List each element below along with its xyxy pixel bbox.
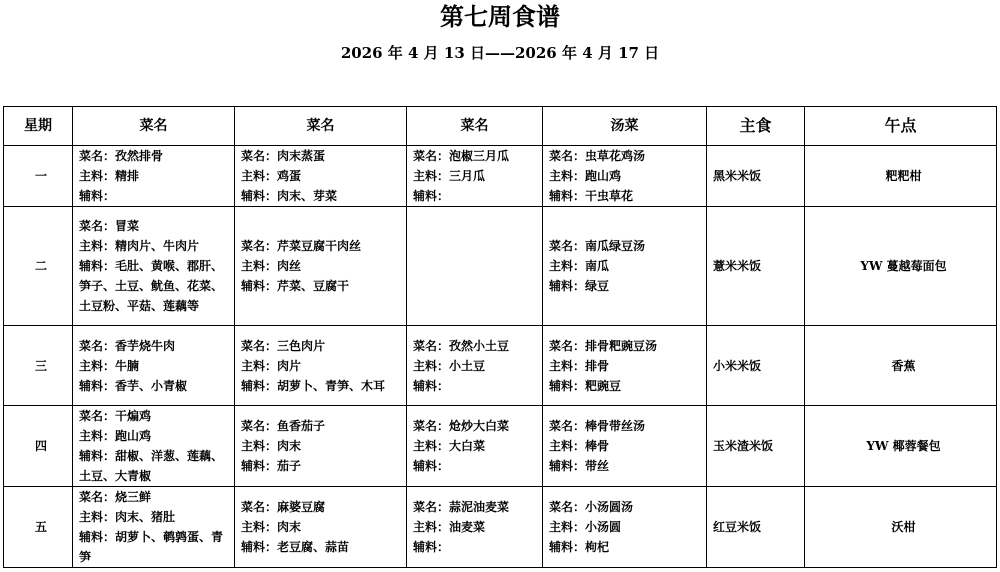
dish-name: 菜名：香芋烧牛肉 bbox=[79, 338, 176, 353]
dish-aux: 辅料：带丝 bbox=[549, 459, 610, 473]
staple-cell: 红豆米饭 bbox=[707, 487, 805, 568]
weekly-menu-table bbox=[3, 106, 997, 568]
dish-name: 菜名：蒜泥油麦菜 bbox=[413, 500, 510, 514]
dish2-cell bbox=[235, 487, 407, 568]
dish-aux: 辅料： bbox=[79, 189, 116, 203]
dish-name: 菜名：烧三鲜 bbox=[79, 490, 152, 504]
dish-main: 主料：牛腩 bbox=[79, 358, 140, 373]
dish-main: 主料：大白菜 bbox=[413, 439, 486, 453]
soup-cell bbox=[543, 207, 707, 326]
snack-cell: 香蕉 bbox=[805, 326, 997, 406]
dish3-cell bbox=[407, 146, 543, 207]
dish-main: 主料：肉片 bbox=[241, 358, 302, 373]
snack-cell: 沃柑 bbox=[805, 487, 997, 568]
dish-main: 主料：肉末、猪肚 bbox=[79, 510, 176, 524]
dish-main: 主料：鸡蛋 bbox=[241, 169, 302, 183]
dish-name: 菜名：干煸鸡 bbox=[79, 409, 152, 423]
dish-name: 菜名：冒菜 bbox=[79, 219, 140, 233]
dish-main: 主料：肉丝 bbox=[241, 259, 302, 273]
soup-cell bbox=[543, 326, 707, 406]
table-row bbox=[4, 487, 997, 568]
dish-aux: 辅料：甜椒、洋葱、莲藕、土豆、大青椒 bbox=[79, 449, 224, 483]
table-row bbox=[4, 326, 997, 406]
dish-aux: 辅料：绿豆 bbox=[549, 279, 610, 293]
dish-aux: 辅料：芹菜、豆腐干 bbox=[241, 279, 350, 293]
snack-cell: 粑粑柑 bbox=[805, 146, 997, 207]
dish-name: 菜名：鱼香茄子 bbox=[241, 419, 326, 433]
dish-aux: 辅料：香芋、小青椒 bbox=[79, 378, 188, 393]
staple-cell: 小米米饭 bbox=[707, 326, 805, 406]
header-dish1: 菜名 bbox=[73, 107, 235, 146]
soup-cell bbox=[543, 146, 707, 207]
soup-cell bbox=[543, 487, 707, 568]
dish-main: 主料：精排 bbox=[79, 169, 140, 183]
dish-name: 菜名：芹菜豆腐干肉丝 bbox=[241, 239, 362, 253]
dish-name: 菜名：孜然小土豆 bbox=[413, 338, 510, 353]
dish3-cell bbox=[407, 487, 543, 568]
day-cell: 一 bbox=[4, 146, 73, 207]
dish-aux: 辅料：茄子 bbox=[241, 459, 302, 473]
dish-main: 主料：精肉片、牛肉片 bbox=[79, 239, 200, 253]
dish-aux: 辅料： bbox=[413, 540, 450, 554]
header-dish3: 菜名 bbox=[407, 107, 543, 146]
dish1-cell bbox=[73, 487, 235, 568]
table-row bbox=[4, 207, 997, 326]
dish2-cell bbox=[235, 326, 407, 406]
dish-aux: 辅料： bbox=[413, 378, 450, 393]
dish-main: 主料：肉末 bbox=[241, 520, 302, 534]
dish-main: 主料：油麦菜 bbox=[413, 520, 486, 534]
staple-cell: 薏米米饭 bbox=[707, 207, 805, 326]
dish-aux: 辅料：毛肚、黄喉、郡肝、笋子、土豆、鱿鱼、花菜、土豆粉、平菇、莲藕等 bbox=[79, 259, 224, 313]
dish2-cell bbox=[235, 146, 407, 207]
header-staple: 主食 bbox=[707, 107, 805, 146]
staple-cell: 玉米渣米饭 bbox=[707, 406, 805, 487]
dish-main: 主料：排骨 bbox=[549, 358, 610, 373]
page-title: 第七周食谱 bbox=[440, 2, 560, 31]
dish1-cell bbox=[73, 146, 235, 207]
dish1-cell bbox=[73, 406, 235, 487]
dish-aux: 辅料：枸杞 bbox=[549, 540, 610, 554]
dish3-cell bbox=[407, 326, 543, 406]
header-dish2: 菜名 bbox=[235, 107, 407, 146]
header-snack: 午点 bbox=[805, 107, 997, 146]
dish-aux: 辅料： bbox=[413, 189, 450, 203]
header-row bbox=[4, 107, 997, 146]
dish-main: 主料：跑山鸡 bbox=[79, 429, 152, 443]
dish2-cell bbox=[235, 406, 407, 487]
dish-name: 菜名：小汤圆汤 bbox=[549, 500, 634, 514]
dish-name: 菜名：炝炒大白菜 bbox=[413, 419, 510, 433]
staple-cell: 黑米米饭 bbox=[707, 146, 805, 207]
snack-cell: YW 椰蓉餐包 bbox=[805, 406, 997, 487]
dish-main: 主料：肉末 bbox=[241, 439, 302, 453]
dish-main: 主料：三月瓜 bbox=[413, 169, 486, 183]
dish-main: 主料：小汤圆 bbox=[549, 520, 622, 534]
snack-cell: YW 蔓越莓面包 bbox=[805, 207, 997, 326]
dish-aux: 辅料：肉末、芽菜 bbox=[241, 189, 338, 203]
dish-aux: 辅料： bbox=[413, 459, 450, 473]
dish-name: 菜名：麻婆豆腐 bbox=[241, 500, 326, 514]
dish2-cell bbox=[235, 207, 407, 326]
dish-name: 菜名：棒骨带丝汤 bbox=[549, 419, 646, 433]
date-range: 2026 年 4 月 13 日——2026 年 4 月 17 日 bbox=[340, 44, 660, 62]
header-day: 星期 bbox=[4, 107, 73, 146]
dish-aux: 辅料：粑豌豆 bbox=[549, 378, 622, 393]
dish-aux: 辅料：干虫草花 bbox=[549, 189, 634, 203]
dish-name: 菜名：孜然排骨 bbox=[79, 149, 164, 163]
dish1-cell bbox=[73, 207, 235, 326]
dish-aux: 辅料：胡萝卜、青笋、木耳 bbox=[241, 378, 386, 393]
dish-main: 主料：小土豆 bbox=[413, 358, 486, 373]
header-soup: 汤菜 bbox=[543, 107, 707, 146]
day-cell: 五 bbox=[4, 487, 73, 568]
dish-main: 主料：棒骨 bbox=[549, 439, 610, 453]
table-row bbox=[4, 406, 997, 487]
dish-name: 菜名：肉末蒸蛋 bbox=[241, 149, 326, 163]
dish1-cell bbox=[73, 326, 235, 406]
dish-aux: 辅料：老豆腐、蒜苗 bbox=[241, 540, 350, 554]
day-cell: 四 bbox=[4, 406, 73, 487]
dish-name: 菜名：虫草花鸡汤 bbox=[549, 149, 646, 163]
dish-aux: 辅料：胡萝卜、鹌鹑蛋、青笋 bbox=[79, 530, 224, 564]
day-cell: 二 bbox=[4, 207, 73, 326]
dish3-cell bbox=[407, 406, 543, 487]
day-cell: 三 bbox=[4, 326, 73, 406]
table-row bbox=[4, 146, 997, 207]
dish-name: 菜名：排骨粑豌豆汤 bbox=[549, 338, 658, 353]
soup-cell bbox=[543, 406, 707, 487]
dish-name: 菜名：南瓜绿豆汤 bbox=[549, 239, 646, 253]
dish-name: 菜名：泡椒三月瓜 bbox=[413, 149, 510, 163]
dish-main: 主料：跑山鸡 bbox=[549, 169, 622, 183]
dish3-cell bbox=[407, 207, 543, 326]
dish-main: 主料：南瓜 bbox=[549, 259, 610, 273]
dish-name: 菜名：三色肉片 bbox=[241, 338, 326, 353]
